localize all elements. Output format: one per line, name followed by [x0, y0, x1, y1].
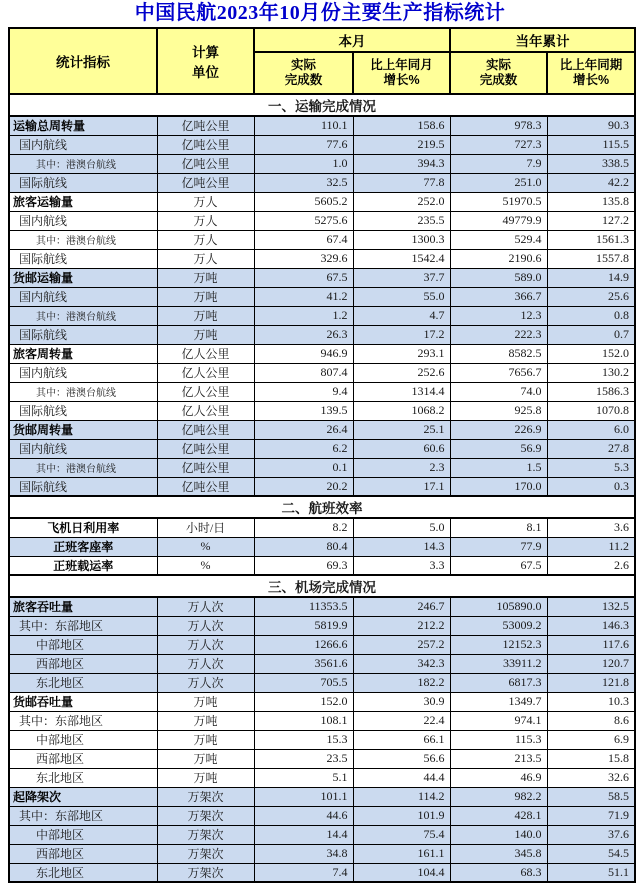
value-cell: 58.5: [547, 787, 635, 806]
table-row: [9, 135, 635, 154]
value-cell: 152.0: [254, 692, 353, 711]
value-cell: 3.6: [547, 518, 635, 537]
value-cell: 252.6: [353, 363, 450, 382]
header-unit-line1: 计算: [192, 45, 219, 60]
value-cell: 80.4: [254, 537, 353, 556]
unit-cell: 亿吨公里: [157, 173, 254, 192]
value-cell: 53009.2: [450, 616, 547, 635]
header-ytd-actual: [450, 52, 547, 94]
indicator-label: 国际航线: [9, 325, 157, 344]
value-cell: 219.5: [353, 135, 450, 154]
unit-cell: 万架次: [157, 806, 254, 825]
value-cell: 161.1: [353, 844, 450, 863]
header-month-actual-line1: 实际: [290, 58, 316, 72]
unit-cell: 万人: [157, 192, 254, 211]
table-row: [9, 673, 635, 692]
value-cell: 1586.3: [547, 382, 635, 401]
indicator-label: 国际航线: [9, 173, 157, 192]
unit-cell: 万人: [157, 249, 254, 268]
table-row: [9, 173, 635, 192]
table-row: [9, 768, 635, 787]
unit-cell: 亿吨公里: [157, 458, 254, 477]
value-cell: 12.3: [450, 306, 547, 325]
unit-cell: 万架次: [157, 844, 254, 863]
table-row: [9, 616, 635, 635]
indicator-label: 旅客周转量: [9, 344, 157, 363]
indicator-label: 国际航线: [9, 401, 157, 420]
value-cell: 7.9: [450, 154, 547, 173]
value-cell: 213.5: [450, 749, 547, 768]
table-row: [9, 730, 635, 749]
stats-table: [8, 27, 636, 883]
value-cell: 1314.4: [353, 382, 450, 401]
unit-cell: 万吨: [157, 306, 254, 325]
indicator-label: 中部地区: [9, 825, 157, 844]
value-cell: 1542.4: [353, 249, 450, 268]
indicator-label: 其中：港澳台航线: [9, 306, 157, 325]
table-row: [9, 192, 635, 211]
value-cell: 428.1: [450, 806, 547, 825]
value-cell: 0.1: [254, 458, 353, 477]
value-cell: 67.5: [450, 556, 547, 575]
value-cell: 11353.5: [254, 597, 353, 616]
header-indicator: 统计指标: [9, 28, 157, 94]
value-cell: 293.1: [353, 344, 450, 363]
value-cell: 5605.2: [254, 192, 353, 211]
value-cell: 158.6: [353, 116, 450, 135]
header-month-growth: [353, 52, 450, 94]
table-row: [9, 635, 635, 654]
value-cell: 66.1: [353, 730, 450, 749]
header-ytd-growth: [547, 52, 635, 94]
indicator-label: 起降架次: [9, 787, 157, 806]
header-month-growth-line2: 增长%: [383, 73, 420, 87]
value-cell: 1070.8: [547, 401, 635, 420]
value-cell: 114.2: [353, 787, 450, 806]
value-cell: 54.5: [547, 844, 635, 863]
value-cell: 2.6: [547, 556, 635, 575]
value-cell: 132.5: [547, 597, 635, 616]
value-cell: 152.0: [547, 344, 635, 363]
value-cell: 22.4: [353, 711, 450, 730]
indicator-label: 中部地区: [9, 730, 157, 749]
header-month-actual-line2: 完成数: [284, 73, 323, 87]
value-cell: 139.5: [254, 401, 353, 420]
value-cell: 101.9: [353, 806, 450, 825]
indicator-label: 其中：港澳台航线: [9, 458, 157, 477]
value-cell: 946.9: [254, 344, 353, 363]
value-cell: 74.0: [450, 382, 547, 401]
value-cell: 44.6: [254, 806, 353, 825]
table-row: [9, 306, 635, 325]
table-row: [9, 439, 635, 458]
value-cell: 33911.2: [450, 654, 547, 673]
value-cell: 257.2: [353, 635, 450, 654]
value-cell: 27.8: [547, 439, 635, 458]
value-cell: 2.3: [353, 458, 450, 477]
indicator-label: 西部地区: [9, 844, 157, 863]
unit-cell: 亿人公里: [157, 344, 254, 363]
value-cell: 77.6: [254, 135, 353, 154]
table-row: [9, 230, 635, 249]
value-cell: 30.9: [353, 692, 450, 711]
value-cell: 32.6: [547, 768, 635, 787]
header-ytd-group: 当年累计: [450, 28, 635, 52]
section-heading-label: 二、航班效率: [9, 496, 635, 518]
indicator-label: 其中：东部地区: [9, 616, 157, 635]
indicator-label: 其中：港澳台航线: [9, 154, 157, 173]
table-row: [9, 363, 635, 382]
unit-cell: 万人次: [157, 654, 254, 673]
indicator-label: 正班载运率: [9, 556, 157, 575]
value-cell: 1.2: [254, 306, 353, 325]
indicator-label: 货邮周转量: [9, 420, 157, 439]
value-cell: 3561.6: [254, 654, 353, 673]
value-cell: 115.3: [450, 730, 547, 749]
indicator-label: 东北地区: [9, 768, 157, 787]
value-cell: 117.6: [547, 635, 635, 654]
header-month-actual: [254, 52, 353, 94]
value-cell: 51.1: [547, 863, 635, 882]
value-cell: 46.9: [450, 768, 547, 787]
value-cell: 5.1: [254, 768, 353, 787]
unit-cell: %: [157, 556, 254, 575]
table-row: [9, 401, 635, 420]
value-cell: 12152.3: [450, 635, 547, 654]
value-cell: 11.2: [547, 537, 635, 556]
unit-cell: 亿吨公里: [157, 154, 254, 173]
value-cell: 140.0: [450, 825, 547, 844]
unit-cell: 万吨: [157, 268, 254, 287]
value-cell: 8.6: [547, 711, 635, 730]
table-row: [9, 749, 635, 768]
table-row: [9, 382, 635, 401]
value-cell: 115.5: [547, 135, 635, 154]
value-cell: 121.8: [547, 673, 635, 692]
value-cell: 44.4: [353, 768, 450, 787]
value-cell: 127.2: [547, 211, 635, 230]
table-row: [9, 344, 635, 363]
table-row: [9, 458, 635, 477]
header-ytd-actual-line1: 实际: [485, 58, 511, 72]
value-cell: 182.2: [353, 673, 450, 692]
unit-cell: 万吨: [157, 749, 254, 768]
unit-cell: 万人次: [157, 616, 254, 635]
table-row: [9, 844, 635, 863]
indicator-label: 旅客吞吐量: [9, 597, 157, 616]
indicator-label: 国际航线: [9, 249, 157, 268]
header-month-group: 本月: [254, 28, 450, 52]
value-cell: 589.0: [450, 268, 547, 287]
value-cell: 1266.6: [254, 635, 353, 654]
value-cell: 170.0: [450, 477, 547, 496]
indicator-label: 旅客运输量: [9, 192, 157, 211]
indicator-label: 其中：港澳台航线: [9, 382, 157, 401]
header-month-growth-line1: 比上年同月: [370, 58, 433, 72]
table-row: [9, 556, 635, 575]
table-row: [9, 692, 635, 711]
value-cell: 394.3: [353, 154, 450, 173]
value-cell: 5275.6: [254, 211, 353, 230]
unit-cell: 万吨: [157, 711, 254, 730]
value-cell: 345.8: [450, 844, 547, 863]
unit-cell: 万人: [157, 230, 254, 249]
section-heading-label: 三、机场完成情况: [9, 575, 635, 597]
value-cell: 26.4: [254, 420, 353, 439]
value-cell: 925.8: [450, 401, 547, 420]
table-row: [9, 420, 635, 439]
indicator-label: 国内航线: [9, 211, 157, 230]
value-cell: 110.1: [254, 116, 353, 135]
value-cell: 1.0: [254, 154, 353, 173]
value-cell: 25.1: [353, 420, 450, 439]
value-cell: 246.7: [353, 597, 450, 616]
unit-cell: %: [157, 537, 254, 556]
indicator-label: 飞机日利用率: [9, 518, 157, 537]
table-header: [9, 28, 635, 94]
table-row: [9, 825, 635, 844]
value-cell: 10.3: [547, 692, 635, 711]
value-cell: 37.7: [353, 268, 450, 287]
table-row: [9, 268, 635, 287]
unit-cell: 万架次: [157, 787, 254, 806]
unit-cell: 万架次: [157, 825, 254, 844]
indicator-label: 国内航线: [9, 439, 157, 458]
unit-cell: 万人次: [157, 597, 254, 616]
value-cell: 105890.0: [450, 597, 547, 616]
value-cell: 104.4: [353, 863, 450, 882]
value-cell: 55.0: [353, 287, 450, 306]
value-cell: 978.3: [450, 116, 547, 135]
value-cell: 0.3: [547, 477, 635, 496]
header-unit-line2: 单位: [192, 65, 219, 80]
value-cell: 23.5: [254, 749, 353, 768]
value-cell: 212.2: [353, 616, 450, 635]
value-cell: 120.7: [547, 654, 635, 673]
value-cell: 1349.7: [450, 692, 547, 711]
value-cell: 14.4: [254, 825, 353, 844]
table-row: [9, 787, 635, 806]
value-cell: 329.6: [254, 249, 353, 268]
value-cell: 0.7: [547, 325, 635, 344]
value-cell: 1300.3: [353, 230, 450, 249]
value-cell: 146.3: [547, 616, 635, 635]
stats-table-body: [9, 94, 635, 882]
indicator-label: 其中：东部地区: [9, 806, 157, 825]
value-cell: 26.3: [254, 325, 353, 344]
table-row: [9, 116, 635, 135]
unit-cell: 亿吨公里: [157, 116, 254, 135]
value-cell: 5.0: [353, 518, 450, 537]
value-cell: 130.2: [547, 363, 635, 382]
value-cell: 338.5: [547, 154, 635, 173]
unit-cell: 亿吨公里: [157, 420, 254, 439]
value-cell: 1.5: [450, 458, 547, 477]
value-cell: 67.5: [254, 268, 353, 287]
value-cell: 5.3: [547, 458, 635, 477]
value-cell: 529.4: [450, 230, 547, 249]
page-title: 中国民航2023年10月份主要生产指标统计: [134, 2, 506, 24]
table-row: [9, 325, 635, 344]
section-heading-label: 一、运输完成情况: [9, 94, 635, 116]
value-cell: 1068.2: [353, 401, 450, 420]
unit-cell: 亿吨公里: [157, 135, 254, 154]
value-cell: 108.1: [254, 711, 353, 730]
value-cell: 32.5: [254, 173, 353, 192]
unit-cell: 万吨: [157, 768, 254, 787]
value-cell: 7.4: [254, 863, 353, 882]
value-cell: 17.1: [353, 477, 450, 496]
indicator-label: 西部地区: [9, 749, 157, 768]
unit-cell: 万吨: [157, 692, 254, 711]
value-cell: 17.2: [353, 325, 450, 344]
unit-cell: 亿吨公里: [157, 477, 254, 496]
value-cell: 1561.3: [547, 230, 635, 249]
value-cell: 252.0: [353, 192, 450, 211]
indicator-label: 东北地区: [9, 673, 157, 692]
unit-cell: 亿人公里: [157, 363, 254, 382]
value-cell: 6.0: [547, 420, 635, 439]
value-cell: 49779.9: [450, 211, 547, 230]
value-cell: 7656.7: [450, 363, 547, 382]
value-cell: 68.3: [450, 863, 547, 882]
indicator-label: 其中：东部地区: [9, 711, 157, 730]
section-heading-row: [9, 575, 635, 597]
value-cell: 6.9: [547, 730, 635, 749]
indicator-label: 国内航线: [9, 287, 157, 306]
value-cell: 4.7: [353, 306, 450, 325]
indicator-label: 东北地区: [9, 863, 157, 882]
header-ytd-growth-line2: 增长%: [572, 73, 610, 87]
value-cell: 41.2: [254, 287, 353, 306]
value-cell: 8.1: [450, 518, 547, 537]
table-row: [9, 477, 635, 496]
value-cell: 8582.5: [450, 344, 547, 363]
value-cell: 235.5: [353, 211, 450, 230]
unit-cell: 亿吨公里: [157, 439, 254, 458]
value-cell: 67.4: [254, 230, 353, 249]
value-cell: 34.8: [254, 844, 353, 863]
value-cell: 974.1: [450, 711, 547, 730]
unit-cell: 亿人公里: [157, 401, 254, 420]
unit-cell: 亿人公里: [157, 382, 254, 401]
value-cell: 727.3: [450, 135, 547, 154]
header-ytd-growth-line1: 比上年同期: [559, 58, 623, 72]
header-unit: [157, 28, 254, 94]
value-cell: 51970.5: [450, 192, 547, 211]
value-cell: 1557.8: [547, 249, 635, 268]
value-cell: 6.2: [254, 439, 353, 458]
value-cell: 135.8: [547, 192, 635, 211]
table-row: [9, 537, 635, 556]
value-cell: 15.3: [254, 730, 353, 749]
indicator-label: 国内航线: [9, 363, 157, 382]
value-cell: 8.2: [254, 518, 353, 537]
section-heading-row: [9, 94, 635, 116]
indicator-label: 国内航线: [9, 135, 157, 154]
table-row: [9, 597, 635, 616]
unit-cell: 万吨: [157, 730, 254, 749]
table-row: [9, 287, 635, 306]
value-cell: 25.6: [547, 287, 635, 306]
value-cell: 807.4: [254, 363, 353, 382]
value-cell: 71.9: [547, 806, 635, 825]
indicator-label: 中部地区: [9, 635, 157, 654]
unit-cell: 万吨: [157, 287, 254, 306]
table-row: [9, 711, 635, 730]
table-row: [9, 863, 635, 882]
table-row: [9, 518, 635, 537]
unit-cell: 万人: [157, 211, 254, 230]
value-cell: 56.9: [450, 439, 547, 458]
value-cell: 2190.6: [450, 249, 547, 268]
indicator-label: 货邮吞吐量: [9, 692, 157, 711]
value-cell: 366.7: [450, 287, 547, 306]
value-cell: 20.2: [254, 477, 353, 496]
value-cell: 705.5: [254, 673, 353, 692]
indicator-label: 国际航线: [9, 477, 157, 496]
value-cell: 3.3: [353, 556, 450, 575]
table-row: [9, 654, 635, 673]
header-group-row: [9, 28, 635, 52]
unit-cell: 万人次: [157, 635, 254, 654]
section-heading-row: [9, 496, 635, 518]
indicator-label: 其中：港澳台航线: [9, 230, 157, 249]
value-cell: 982.2: [450, 787, 547, 806]
value-cell: 90.3: [547, 116, 635, 135]
table-row: [9, 154, 635, 173]
value-cell: 222.3: [450, 325, 547, 344]
table-row: [9, 211, 635, 230]
value-cell: 77.8: [353, 173, 450, 192]
value-cell: 77.9: [450, 537, 547, 556]
unit-cell: 万架次: [157, 863, 254, 882]
value-cell: 75.4: [353, 825, 450, 844]
unit-cell: 小时/日: [157, 518, 254, 537]
value-cell: 37.6: [547, 825, 635, 844]
table-row: [9, 249, 635, 268]
value-cell: 69.3: [254, 556, 353, 575]
value-cell: 342.3: [353, 654, 450, 673]
table-row: [9, 806, 635, 825]
indicator-label: 运输总周转量: [9, 116, 157, 135]
value-cell: 60.6: [353, 439, 450, 458]
value-cell: 14.3: [353, 537, 450, 556]
value-cell: 251.0: [450, 173, 547, 192]
value-cell: 42.2: [547, 173, 635, 192]
value-cell: 226.9: [450, 420, 547, 439]
indicator-label: 西部地区: [9, 654, 157, 673]
indicator-label: 货邮运输量: [9, 268, 157, 287]
header-ytd-actual-line2: 完成数: [479, 73, 518, 87]
value-cell: 5819.9: [254, 616, 353, 635]
value-cell: 6817.3: [450, 673, 547, 692]
value-cell: 9.4: [254, 382, 353, 401]
unit-cell: 万吨: [157, 325, 254, 344]
indicator-label: 正班客座率: [9, 537, 157, 556]
value-cell: 15.8: [547, 749, 635, 768]
value-cell: 0.8: [547, 306, 635, 325]
value-cell: 14.9: [547, 268, 635, 287]
value-cell: 101.1: [254, 787, 353, 806]
unit-cell: 万人次: [157, 673, 254, 692]
value-cell: 56.6: [353, 749, 450, 768]
